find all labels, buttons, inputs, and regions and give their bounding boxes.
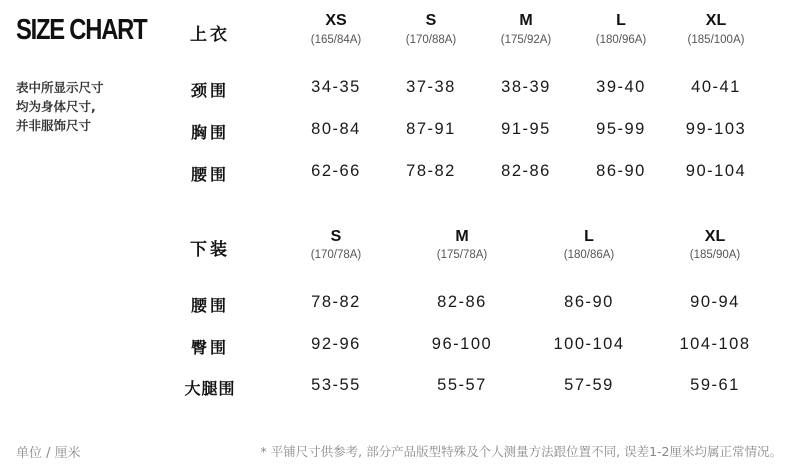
note-line: 并非服饰尺寸 <box>16 118 92 133</box>
row-label-hip: 臀围 <box>190 338 229 357</box>
table-cell: 99-103 <box>685 120 747 138</box>
table-cell: 92-96 <box>311 335 361 353</box>
tops-section-label: 上衣 <box>190 25 230 45</box>
size-code: (180/86A) <box>563 249 615 261</box>
table-cell: 86-90 <box>564 293 614 311</box>
row-label-chest: 胸围 <box>190 123 229 142</box>
table-cell: 80-84 <box>311 120 361 138</box>
size-header: L <box>616 12 626 29</box>
table-cell: 95-99 <box>596 120 646 138</box>
size-header: M <box>519 12 533 29</box>
table-cell: 87-91 <box>406 120 456 138</box>
size-header: XS <box>325 12 347 29</box>
unit-label: 单位 / 厘米 <box>16 446 81 461</box>
size-header: XL <box>705 12 727 29</box>
row-label-waist: 腰围 <box>190 296 229 315</box>
table-cell: 59-61 <box>690 376 740 394</box>
measurement-note <box>16 78 104 135</box>
table-cell: 82-86 <box>501 162 551 180</box>
size-code: (185/90A) <box>689 249 741 261</box>
size-header: S <box>425 12 437 29</box>
table-cell: 86-90 <box>596 162 646 180</box>
table-cell: 38-39 <box>501 78 551 96</box>
note-line: 表中所显示尺寸 <box>16 80 104 95</box>
table-cell: 37-38 <box>406 78 456 96</box>
table-cell: 82-86 <box>437 293 487 311</box>
row-label-neck: 颈围 <box>190 81 229 100</box>
table-cell: 57-59 <box>564 376 614 394</box>
note-line: 均为身体尺寸, <box>16 99 96 114</box>
table-cell: 91-95 <box>501 120 551 138</box>
size-code: (175/92A) <box>500 34 552 46</box>
table-cell: 62-66 <box>311 162 361 180</box>
size-code: (180/96A) <box>595 34 647 46</box>
table-cell: 55-57 <box>437 376 487 394</box>
table-cell: 40-41 <box>691 78 741 96</box>
size-header: M <box>455 228 469 245</box>
table-cell: 39-40 <box>596 78 646 96</box>
page-title: SIZE CHART <box>16 14 147 46</box>
table-cell: 90-104 <box>685 162 747 180</box>
table-cell: 34-35 <box>311 78 361 96</box>
size-code: (170/78A) <box>310 249 362 261</box>
size-code: (165/84A) <box>310 34 362 46</box>
table-cell: 90-94 <box>690 293 740 311</box>
size-header: XL <box>704 228 726 245</box>
disclaimer: * 平铺尺寸供参考, 部分产品版型特殊及个人测量方法跟位置不同, 误差1-2厘米均属正常情况。 <box>260 444 782 459</box>
size-header: S <box>330 228 342 245</box>
table-cell: 78-82 <box>311 293 361 311</box>
row-label-waist: 腰围 <box>190 165 229 184</box>
bottoms-section-label: 下装 <box>190 240 230 260</box>
table-cell: 78-82 <box>406 162 456 180</box>
table-cell: 104-108 <box>679 335 751 353</box>
size-code: (170/88A) <box>405 34 457 46</box>
size-code: (185/100A) <box>687 34 745 46</box>
size-header: L <box>584 228 594 245</box>
table-cell: 100-104 <box>553 335 625 353</box>
table-cell: 53-55 <box>311 376 361 394</box>
row-label-thigh: 大腿围 <box>184 379 236 398</box>
table-cell: 96-100 <box>431 335 493 353</box>
size-code: (175/78A) <box>436 249 488 261</box>
